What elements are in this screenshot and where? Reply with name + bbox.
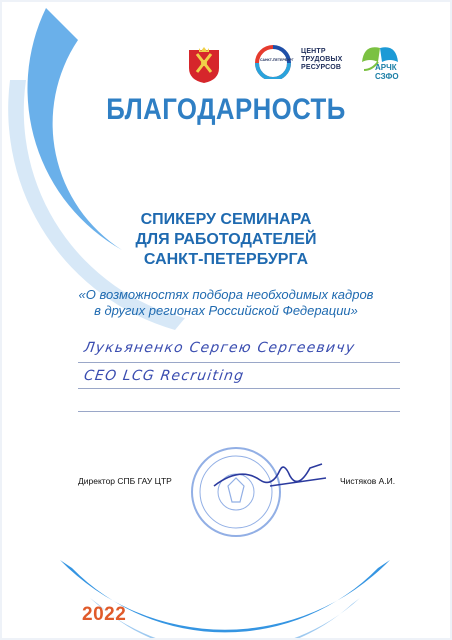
ctr-line: РЕСУРСОВ bbox=[301, 64, 342, 71]
certificate-title: БЛАГОДАРНОСТЬ bbox=[106, 93, 346, 126]
ctr-line: ТРУДОВЫХ bbox=[301, 56, 343, 63]
arck-line: СЗФО bbox=[375, 72, 399, 81]
spb-coat-of-arms-icon bbox=[187, 46, 221, 84]
handwritten-recipient-name: Лукьяненко Сергею Сергеевичу bbox=[82, 340, 357, 356]
ctr-logo-text bbox=[301, 48, 361, 72]
logo-row bbox=[0, 44, 452, 84]
underline bbox=[78, 362, 400, 363]
ctr-line: ЦЕНТР bbox=[301, 48, 326, 55]
recipient-heading-line: ДЛЯ РАБОТОДАТЕЛЕЙ bbox=[135, 231, 317, 248]
topic-line: «О возможностях подбора необходимых кадров bbox=[78, 287, 374, 302]
certificate-year: 2022 bbox=[82, 604, 127, 625]
handwritten-recipient-position: CEO LCG Recruiting bbox=[82, 368, 246, 384]
signatory-title: Директор СПБ ГАУ ЦТР bbox=[78, 476, 172, 486]
underline bbox=[78, 411, 400, 412]
ctr-mini-label: САНКТ-ПЕТЕРБУРГ bbox=[260, 58, 294, 62]
seminar-topic bbox=[0, 287, 452, 319]
arck-logo-text bbox=[375, 63, 399, 81]
topic-line: в других регионах Российской Федерации» bbox=[94, 303, 358, 318]
signatory-name: Чистяков А.И. bbox=[340, 476, 396, 486]
recipient-heading-line: САНКТ-ПЕТЕРБУРГА bbox=[143, 251, 309, 268]
underline bbox=[78, 388, 400, 389]
ctr-logo-icon bbox=[248, 45, 298, 79]
signature-icon bbox=[210, 456, 330, 496]
recipient-heading-line: СПИКЕРУ СЕМИНАРА bbox=[140, 211, 312, 228]
arck-line: АРЧК bbox=[375, 63, 397, 72]
